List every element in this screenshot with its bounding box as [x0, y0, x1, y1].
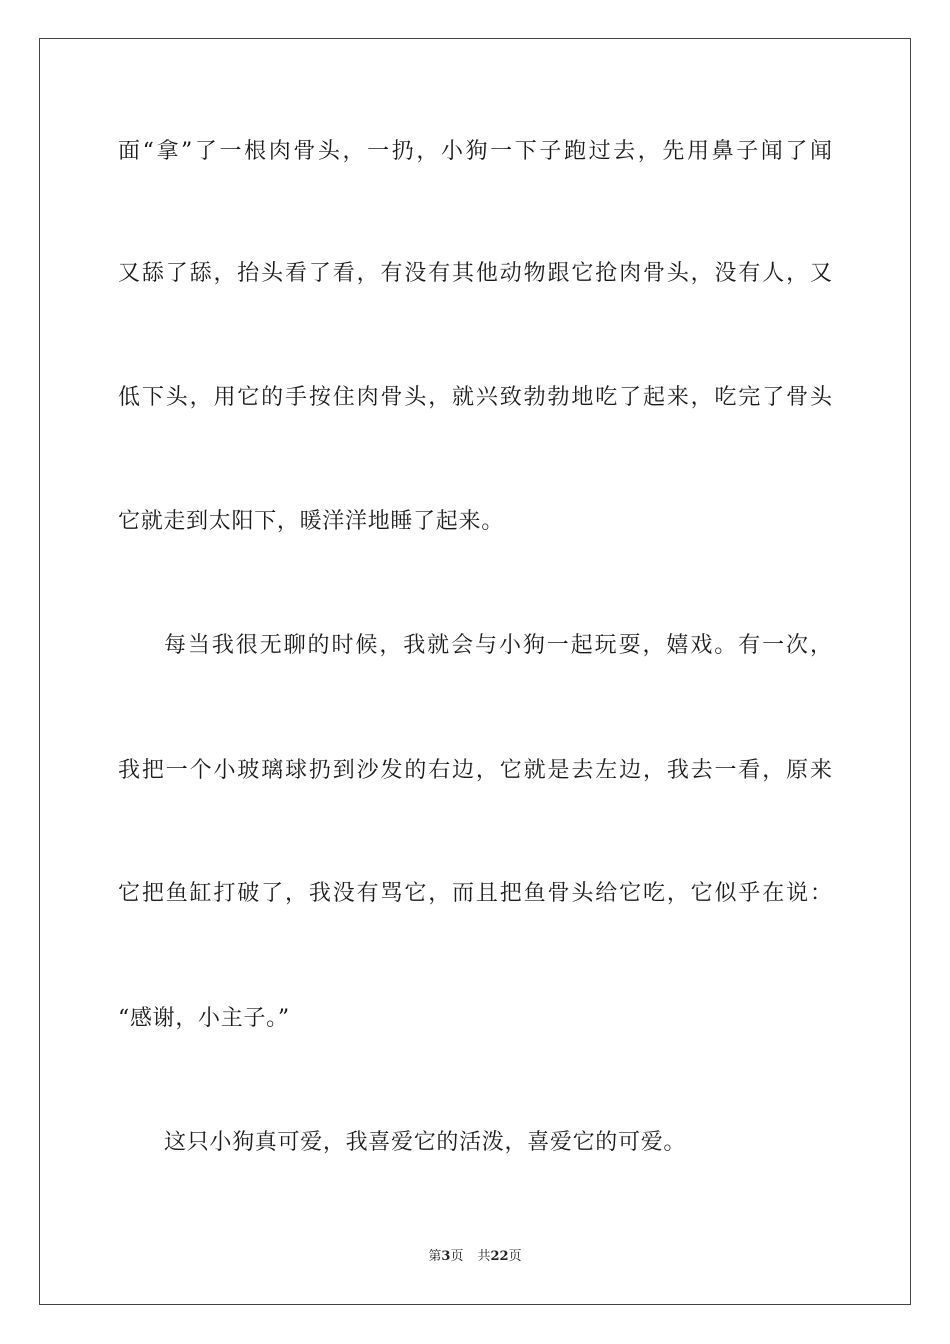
body-line-2: 又舔了舔，抬头看了看，有没有其他动物跟它抢肉骨头，没有人，又: [118, 261, 832, 286]
body-line-8: “感谢，小主子。”: [118, 1006, 290, 1031]
page-footer: [0, 1248, 950, 1266]
footer-total-suffix: 页: [508, 1249, 522, 1264]
page-frame: [39, 38, 911, 1305]
body-line-4: 它就走到太阳下，暖洋洋地睡了起来。: [118, 509, 504, 534]
body-line-1: 面“拿”了一根肉骨头，一扔，小狗一下子跑过去，先用鼻子闻了闻: [118, 139, 832, 164]
body-line-5: 每当我很无聊的时候，我就会与小狗一起玩耍，嬉戏。有一次，: [164, 633, 832, 658]
body-line-7: 它把鱼缸打破了，我没有骂它，而且把鱼骨头给它吃，它似乎在说：: [118, 881, 832, 906]
body-line-3: 低下头，用它的手按住肉骨头，就兴致勃勃地吃了起来，吃完了骨头: [118, 385, 832, 410]
body-line-9: 这只小狗真可爱，我喜爱它的活泼，喜爱它的可爱。: [164, 1130, 687, 1155]
footer-total-pages: 22: [490, 1249, 509, 1264]
footer-page-prefix: 第: [428, 1249, 442, 1264]
footer-page-number: 3: [441, 1249, 451, 1264]
footer-page-suffix: 页: [450, 1249, 464, 1264]
footer-total-prefix: 共: [477, 1249, 491, 1264]
body-line-6: 我把一个小玻璃球扔到沙发的右边，它就是去左边，我去一看，原来: [118, 758, 832, 783]
